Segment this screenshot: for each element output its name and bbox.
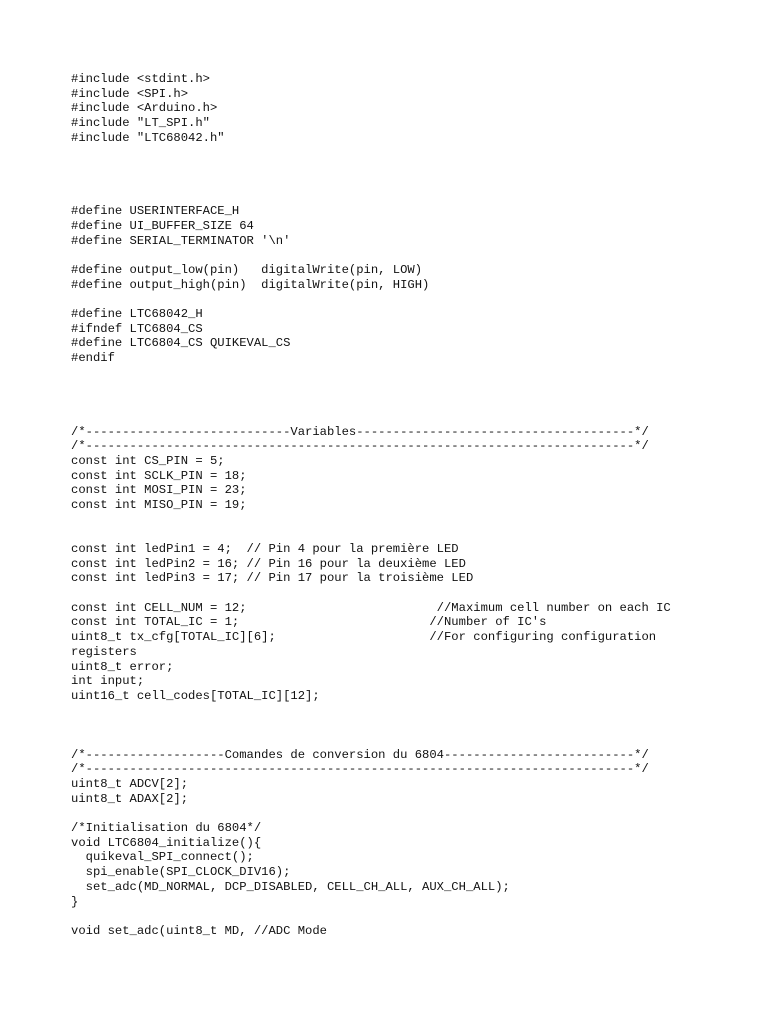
code-line (71, 806, 761, 821)
code-line (71, 704, 761, 719)
code-line: #define LTC6804_CS QUIKEVAL_CS (71, 336, 291, 351)
code-line: #define UI_BUFFER_SIZE 64 (71, 218, 254, 233)
code-line: /*Initialisation du 6804*/ (71, 821, 262, 836)
code-line: const int CS_PIN = 5; (71, 453, 225, 468)
code-listing (71, 72, 761, 939)
code-line: /*---------------------------------------------------------------------------*/ (71, 439, 649, 454)
code-line: /*----------------------------Variables--------------------------------------*/ (71, 424, 649, 439)
code-line: const int ledPin2 = 16; // Pin 16 pour la deuxième LED (71, 556, 466, 571)
code-line (71, 395, 761, 410)
code-line: #include <Arduino.h> (71, 101, 218, 116)
code-line (71, 292, 761, 307)
code-line (71, 527, 761, 542)
code-line (71, 160, 761, 175)
code-line: spi_enable(SPI_CLOCK_DIV16); (71, 865, 291, 880)
code-line: #endif (71, 351, 115, 366)
code-line: } (71, 894, 79, 909)
code-line: const int TOTAL_IC = 1; //Number of IC's (71, 615, 547, 630)
code-line: #include <SPI.h> (71, 86, 189, 101)
code-line: #define output_high(pin) digitalWrite(pin, HIGH) (71, 277, 430, 292)
code-line (71, 718, 761, 733)
code-line (71, 410, 761, 425)
code-line: void LTC6804_initialize(){ (71, 835, 262, 850)
code-line: const int MOSI_PIN = 23; (71, 483, 247, 498)
code-line: const int ledPin1 = 4; // Pin 4 pour la première LED (71, 542, 459, 556)
code-line (71, 909, 761, 924)
code-line: const int ledPin3 = 17; // Pin 17 pour la troisième LED (71, 571, 474, 586)
code-line (71, 586, 761, 601)
code-line: const int CELL_NUM = 12; //Maximum cell number on each IC (71, 600, 671, 615)
code-line: quikeval_SPI_connect(); (71, 850, 254, 865)
code-line: int input; (71, 674, 145, 689)
code-line: #include "LT_SPI.h" (71, 116, 210, 131)
code-line: #define USERINTERFACE_H (71, 204, 240, 219)
code-line: uint8_t ADAX[2]; (71, 791, 189, 806)
code-line (71, 380, 761, 395)
code-line: #include "LTC68042.h" (71, 130, 225, 145)
code-line: /*-------------------Comandes de conversion du 6804--------------------------*/ (71, 747, 649, 762)
code-line: #define output_low(pin) digitalWrite(pin, LOW) (71, 262, 423, 277)
code-line: uint8_t error; (71, 659, 174, 674)
code-line (71, 513, 761, 528)
code-line: /*---------------------------------------------------------------------------*/ (71, 762, 649, 777)
code-line: registers (71, 644, 137, 659)
code-line: #include <stdint.h> (71, 72, 210, 86)
code-line: void set_adc(uint8_t MD, //ADC Mode (71, 923, 327, 938)
code-line: uint8_t ADCV[2]; (71, 777, 189, 791)
code-line: uint16_t cell_codes[TOTAL_IC][12]; (71, 688, 320, 703)
code-line: uint8_t tx_cfg[TOTAL_IC][6]; //For configuring configuration (71, 630, 657, 645)
code-line: set_adc(MD_NORMAL, DCP_DISABLED, CELL_CH_ALL, AUX_CH_ALL); (71, 879, 510, 894)
code-line (71, 145, 761, 160)
code-line: const int MISO_PIN = 19; (71, 497, 247, 512)
code-line: #define SERIAL_TERMINATOR '\n' (71, 233, 291, 248)
code-line (71, 175, 761, 190)
code-line (71, 733, 761, 748)
code-line: const int SCLK_PIN = 18; (71, 468, 247, 483)
code-line: #define LTC68042_H (71, 307, 203, 321)
code-line (71, 366, 761, 381)
code-line (71, 190, 761, 205)
code-line: #ifndef LTC6804_CS (71, 321, 203, 336)
code-line (71, 248, 761, 263)
